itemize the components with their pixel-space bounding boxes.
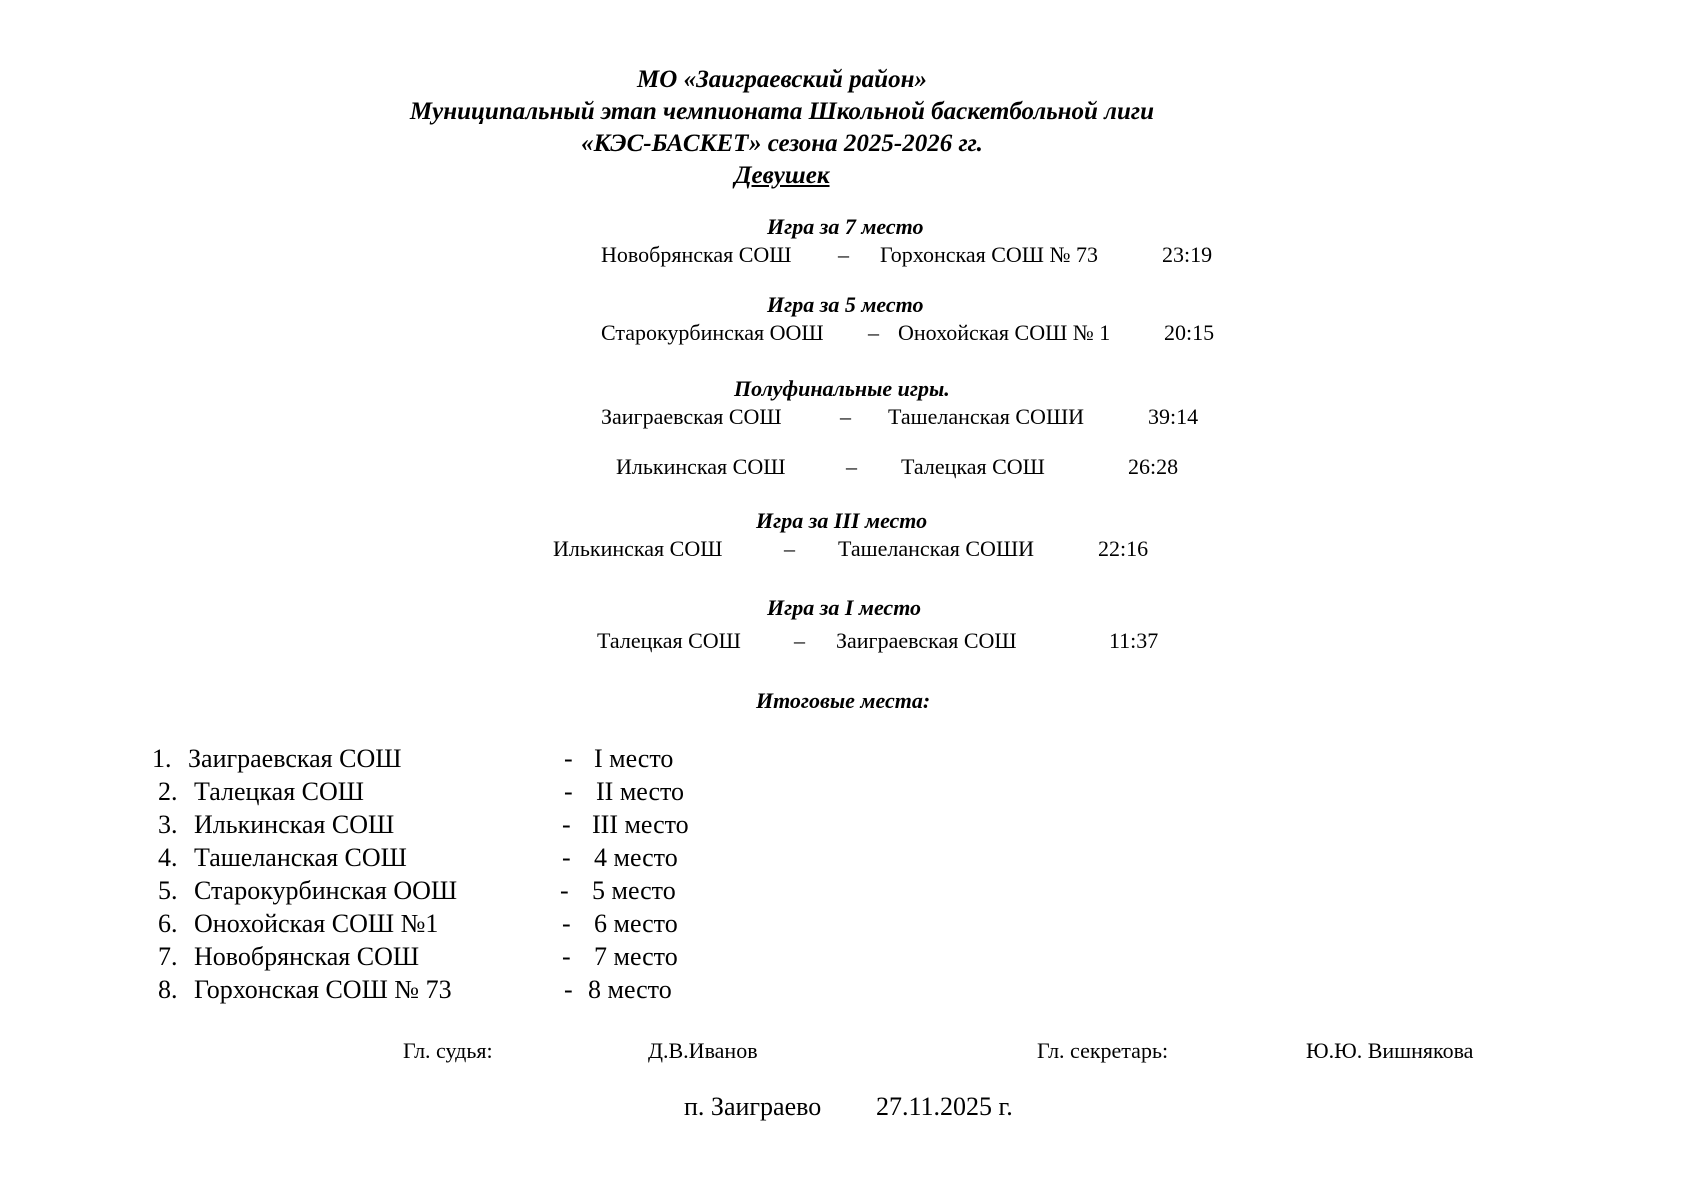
semifinal-1-dash: – [840,404,851,429]
list-item-place: II место [596,777,685,806]
list-item-dash: - [564,777,573,806]
header-category: Девушек [734,162,830,189]
game-5-dash: – [868,320,879,345]
list-item-dash: - [564,975,573,1004]
judge-label: Гл. судья: [403,1038,493,1063]
semifinal-2-team1: Илькинская СОШ [616,454,786,479]
list-item-place: 4 место [594,843,678,872]
semifinal-2-score: 26:28 [1128,454,1179,479]
game-7-score: 23:19 [1162,242,1213,267]
semifinal-2-team2: Талецкая СОШ [901,454,1045,479]
game-1-team2: Заиграевская СОШ [836,628,1017,653]
list-item-team: Илькинская СОШ [194,810,395,839]
secretary-label: Гл. секретарь: [1037,1038,1169,1063]
list-item-dash: - [562,942,571,971]
semifinal-1-team1: Заиграевская СОШ [601,404,782,429]
list-item-place: III место [592,810,689,839]
semifinal-1-score: 39:14 [1148,404,1199,429]
list-item-number: 4. [158,843,178,872]
list-item-number: 2. [158,777,178,806]
secretary-name: Ю.Ю. Вишнякова [1306,1038,1474,1063]
game-7-team2: Горхонская СОШ № 73 [880,242,1098,267]
semifinal-2-dash: – [846,454,857,479]
list-item-dash: - [562,843,571,872]
header-org: МО «Заиграевский район» [637,66,927,93]
list-item-number: 7. [158,942,178,971]
game-5-team1: Старокурбинская ООШ [601,320,824,345]
location: п. Заиграево [684,1092,822,1121]
date: 27.11.2025 г. [876,1092,1013,1121]
list-item-number: 5. [158,876,178,905]
list-item-place: 8 место [588,975,672,1004]
list-item-number: 3. [158,810,178,839]
game-5-title: Игра за 5 место [767,292,924,317]
game-3-title: Игра за III место [756,508,928,533]
list-item-team: Новобрянская СОШ [194,942,420,971]
list-item-place: 7 место [594,942,678,971]
list-item-team: Онохойская СОШ №1 [194,909,439,938]
game-1-score: 11:37 [1109,628,1159,653]
game-1-dash: – [794,628,805,653]
list-item-dash: - [560,876,569,905]
header-title: Муниципальный этап чемпионата Школьной баскетбольной лиги [409,98,1155,125]
list-item-number: 8. [158,975,178,1004]
game-5-score: 20:15 [1164,320,1215,345]
game-1-title: Игра за I место [767,595,922,620]
game-3-score: 22:16 [1098,536,1149,561]
game-7-title: Игра за 7 место [767,214,924,239]
final-standings-title: Итоговые места: [756,688,931,713]
list-item-team: Заиграевская СОШ [188,744,402,773]
list-item-place: 5 место [592,876,676,905]
list-item-place: I место [594,744,674,773]
list-item-team: Старокурбинская ООШ [194,876,458,905]
game-7-team1: Новобрянская СОШ [601,242,792,267]
list-item-team: Горхонская СОШ № 73 [194,975,452,1004]
game-7-dash: – [838,242,849,267]
list-item-dash: - [562,810,571,839]
judge-name: Д.В.Иванов [648,1038,758,1063]
list-item-number: 1. [152,744,172,773]
list-item-number: 6. [158,909,178,938]
game-5-team2: Онохойская СОШ № 1 [898,320,1111,345]
list-item-place: 6 место [594,909,678,938]
game-3-team1: Илькинская СОШ [553,536,723,561]
game-3-team2: Ташеланская СОШИ [838,536,1035,561]
list-item-dash: - [562,909,571,938]
semifinal-title: Полуфинальные игры. [734,376,950,401]
semifinal-1-team2: Ташеланская СОШИ [888,404,1085,429]
game-1-team1: Талецкая СОШ [597,628,741,653]
list-item-team: Ташеланская СОШ [194,843,407,872]
list-item-dash: - [564,744,573,773]
header-season: «КЭС-БАСКЕТ» сезона 2025-2026 гг. [581,130,983,157]
list-item-team: Талецкая СОШ [194,777,365,806]
game-3-dash: – [784,536,795,561]
